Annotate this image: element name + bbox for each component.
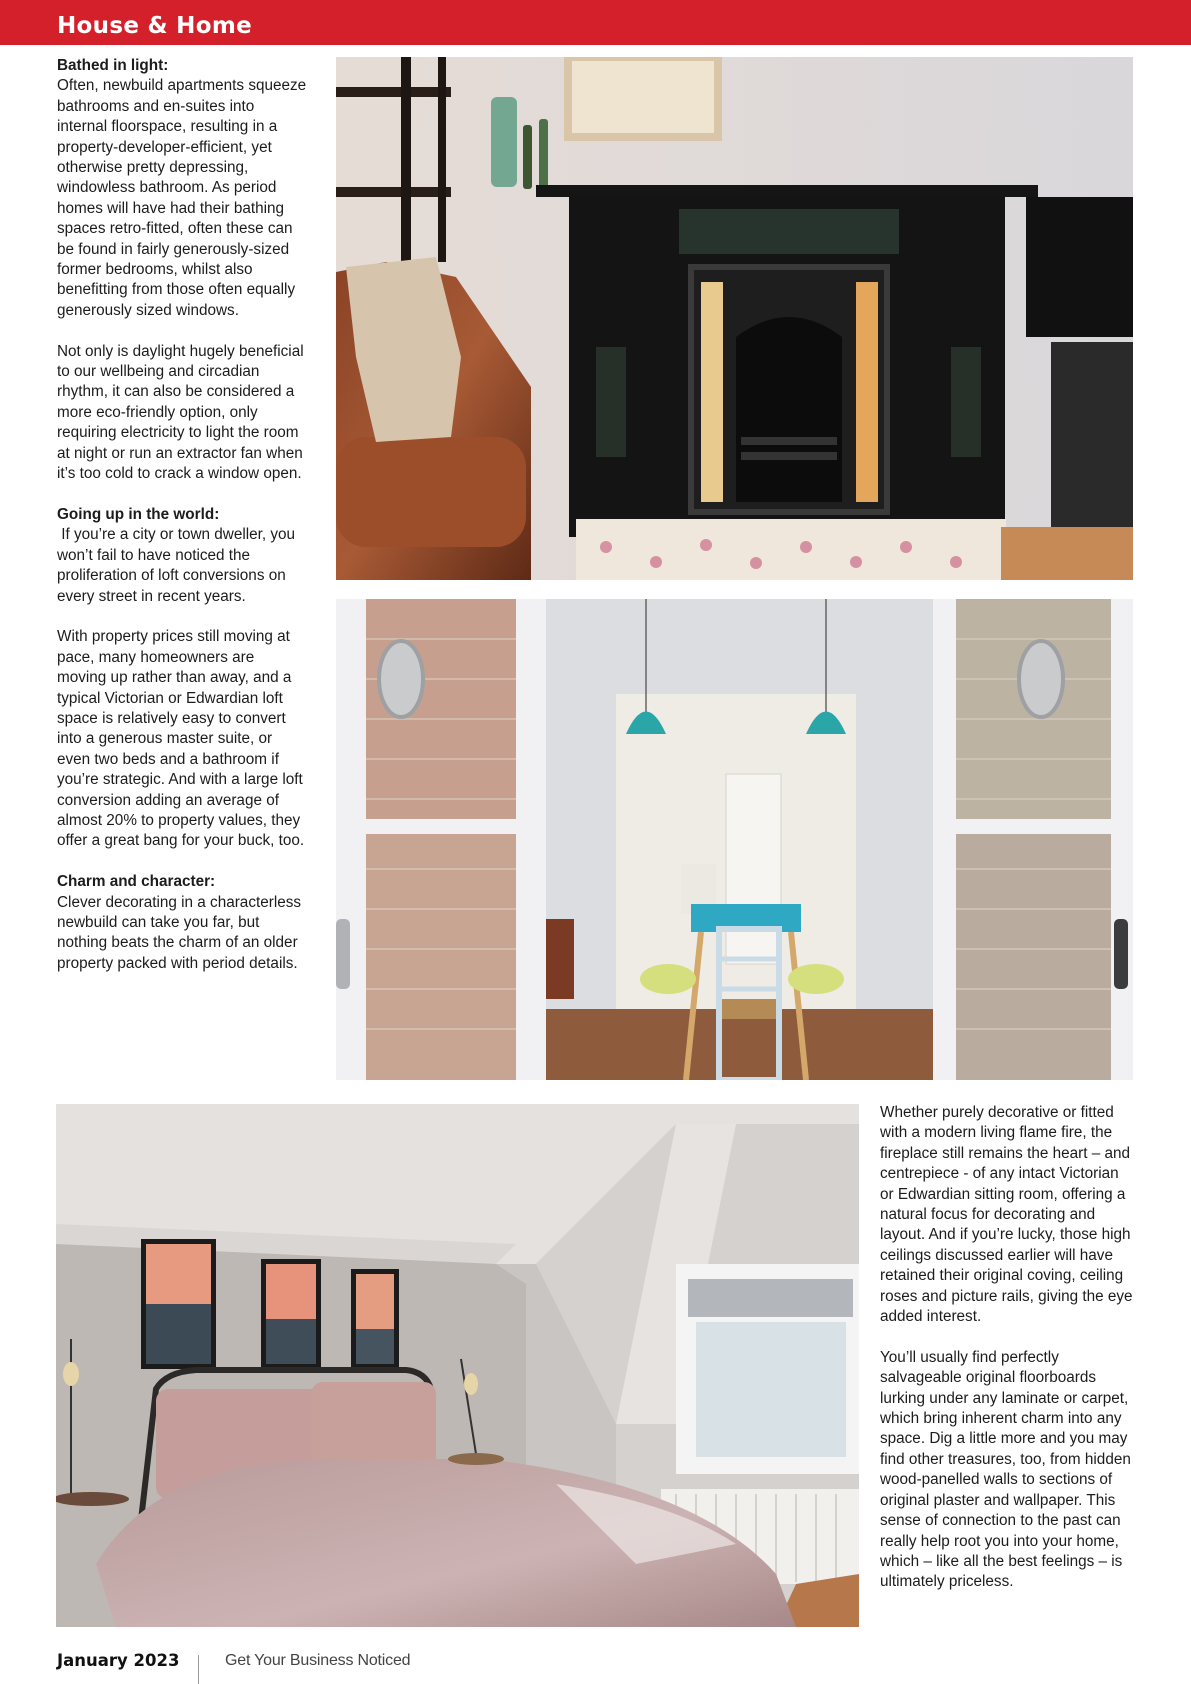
paragraph-going-up xyxy=(57,505,307,607)
bedroom-photo xyxy=(56,1104,859,1627)
paragraph-body: Whether purely decorative or fitted with a modern living flame fire, the fireplace still remains the heart – and centrepiece - of any intact Victorian or Edwardian sitting room, offering a natural focus for decorating and layout. And if you’re lucky, those high ceilings discussed earlier will have retained their original coving, ceiling roses and picture rails, giving the eye added interest. xyxy=(880,1104,1133,1326)
paragraph-heading: Going up in the world: xyxy=(57,505,220,523)
footer-tagline: Get Your Business Noticed xyxy=(225,1652,411,1669)
left-text-column xyxy=(57,56,307,995)
kitchen-illustration xyxy=(336,599,1133,1080)
paragraph-charm-character xyxy=(57,872,307,974)
footer-divider xyxy=(198,1655,199,1684)
paragraph-heading: Charm and character: xyxy=(57,873,216,891)
section-title: House & Home xyxy=(57,13,253,39)
paragraph-body: With property prices still moving at pace, many homeowners are moving up rather than away, and a typical Victorian or Edwardian loft space is relatively easy to convert into a generous master suite, or even two beds and a bathroom if you’re strategic. And with a large loft conversion adding an average of almost 20% to property values, they offer a great bang for your buck, too. xyxy=(57,628,305,850)
paragraph-bathed-in-light xyxy=(57,56,307,321)
fireplace-illustration xyxy=(336,57,1133,580)
paragraph-daylight xyxy=(57,342,307,485)
paragraph-body: You’ll usually find perfectly salvageable original floorboards lurking under any laminate or carpet, which bring inherent charm into any space. Dig a little more and you may find other treasures, too, from hidden wood-panelled walls to sections of original plaster and wallpaper. This sense of connection to the past can really help root you into your home, which – like all the best feelings – is ultimately priceless. xyxy=(880,1348,1131,1591)
paragraph-body: Clever decorating in a characterless newbuild can take you far, but nothing beats the charm of an older property packed with period details. xyxy=(57,893,302,972)
paragraph-fireplace xyxy=(880,1103,1136,1327)
fireplace-photo xyxy=(336,57,1133,580)
paragraph-heading: Bathed in light: xyxy=(57,57,169,74)
paragraph-body: If you’re a city or town dweller, you won’t fail to have noticed the proliferation of loft conversions on every street in recent years. xyxy=(57,526,300,605)
paragraph-floorboards xyxy=(880,1348,1136,1593)
right-text-column xyxy=(880,1103,1136,1613)
kitchen-photo xyxy=(336,599,1133,1080)
footer-issue-date: January 2023 xyxy=(57,1651,180,1670)
paragraph-property-prices xyxy=(57,627,307,851)
paragraph-body: Often, newbuild apartments squeeze bathrooms and en-suites into internal floorspace, resulting in a property-developer-efficient, yet otherwise pretty depressing, windowless bathroom. As period homes will have had their bathing spaces retro-fitted, often these can be found in fairly generously-sized former bedrooms, whilst also benefitting from those often equally generously sized windows. xyxy=(57,77,307,319)
paragraph-body: Not only is daylight hugely beneficial to our wellbeing and circadian rhythm, it can also be considered a more eco-friendly option, only requiring electricity to light the room at night or run an extractor fan when it’s too cold to crack a window open. xyxy=(57,342,304,483)
bedroom-illustration xyxy=(56,1104,859,1627)
